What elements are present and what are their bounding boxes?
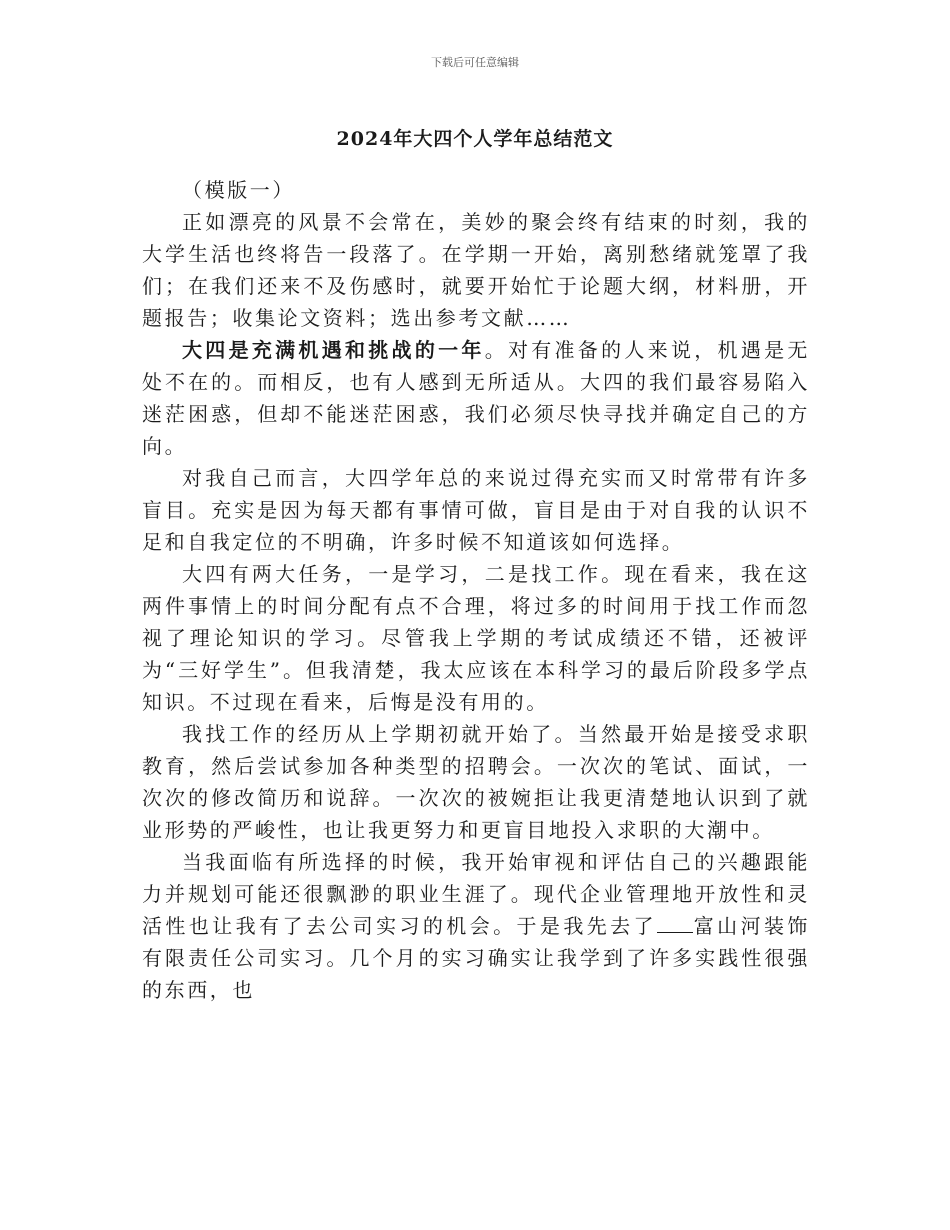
document-title: 2024年大四个人学年总结范文 — [336, 128, 614, 150]
paragraph-6-after-blank: 富山河装饰有限责任公司实习。几个月的实习确实让我学到了许多实践性很强的东西，也 — [142, 914, 811, 1002]
template-label: （模版一） — [182, 178, 295, 202]
paragraph-1: 正如漂亮的风景不会常在，美妙的聚会终有结束的时刻，我的大学生活也终将告一段落了。在学期一开始，离别愁绪就笼罩了我们；在我们还来不及伤感时，就要开始忙于论题大纲，材料册，开题报告；收集论文资料；选出参考文献…… — [142, 210, 810, 330]
paragraph-2-bold-lead: 大四是充满机遇和挑战的一年 — [182, 338, 485, 362]
paragraph-5: 我找工作的经历从上学期初就开始了。当然最开始是接受求职教育，然后尝试参加各种类型的招聘会。一次次的笔试、面试，一次次的修改简历和说辞。一次次的被婉拒让我更清楚地认识到了就业形势的严峻性，也让我更努力和更盲目地投入求职的大潮中。 — [142, 722, 810, 842]
paragraph-3: 对我自己而言，大四学年总的来说过得充实而又时常带有许多盲目。充实是因为每天都有事情可做，盲目是由于对自我的认识不足和自我定位的不明确，许多时候不知道该如何选择。 — [142, 466, 810, 554]
header-note: 下载后可任意编辑 — [431, 56, 519, 69]
paragraph-6 — [142, 846, 810, 1006]
paragraph-2 — [142, 334, 810, 462]
paragraph-6-before-blank: 当我面临有所选择的时候，我开始审视和评估自己的兴趣跟能力并规划可能还很飘渺的职业生涯了。现代企业管理地开放性和灵活性也让我有了去公司实习的机会。于是我先去了 — [142, 850, 810, 938]
paragraph-2-rest: 。对有准备的人来说，机遇是无处不在的。而相反，也有人感到无所适从。大四的我们最容易陷入迷茫困惑，但却不能迷茫困惑，我们必须尽快寻找并确定自己的方向。 — [142, 338, 810, 458]
document-body — [142, 174, 810, 1006]
paragraph-4: 大四有两大任务，一是学习，二是找工作。现在看来，我在这两件事情上的时间分配有点不合理，将过多的时间用于找工作而忽视了理论知识的学习。尽管我上学期的考试成绩还不错，还被评为“三好学生”。但我清楚，我太应该在本科学习的最后阶段多学点知识。不过现在看来，后悔是没有用的。 — [142, 562, 810, 714]
fill-in-blank — [657, 914, 693, 933]
